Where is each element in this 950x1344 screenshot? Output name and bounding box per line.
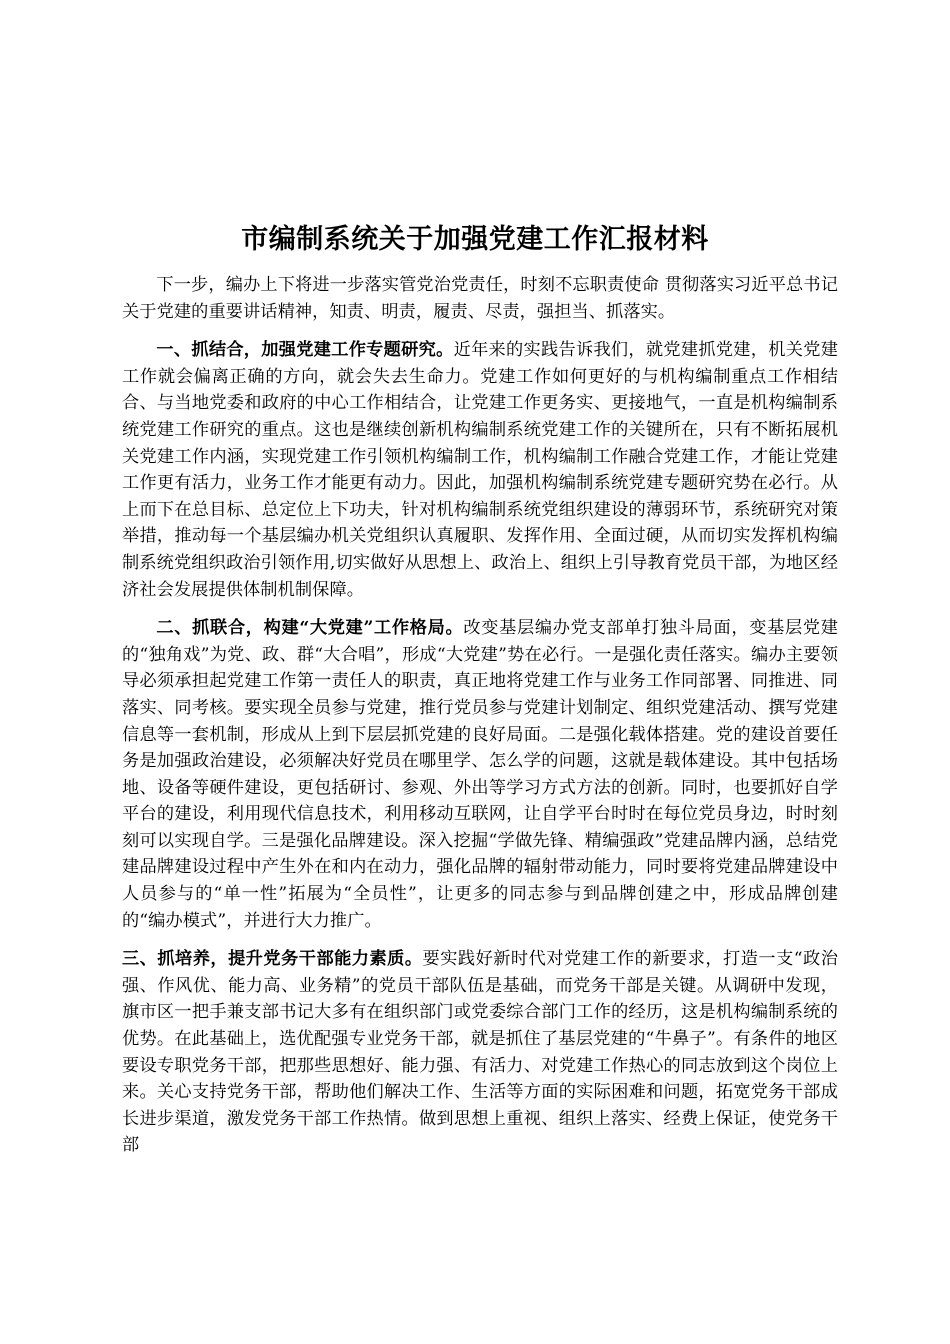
paragraph-section-2 — [122, 615, 838, 934]
document-body — [122, 272, 838, 1171]
paragraph-text: 近年来的实践告诉我们，就党建抓党建，机关党建工作就会偏离正确的方向，就会失去生命力。党建工作如何更好的与机构编制重点工作相结合、与当地党委和政府的中心工作相结合，让党建工作更务实、更接地气，一直是机构编制系统党建工作研究的重点。这也是继续创新机构编制系统党建工作的关键所在，只有不断拓展机关党建工作内涵，实现党建工作引领机构编制工作，机构编制工作融合党建工作，才能让党建工作更有活力，业务工作才能更有动力。因此，加强机构编制系统党建专题研究势在必行。从上而下在总目标、总定位上下功夫，针对机构编制系统党组织建设的薄弱环节，系统研究对策举措，推动每一个基层编办机关党组织认真履职、发挥作用、全面过硬，从而切实发挥机构编制系统党组织政治引领作用,切实做好从思想上、政治上、组织上引导教育党员干部，为地区经济社会发展提供体制机制保障。 — [122, 340, 839, 600]
paragraph-intro — [122, 272, 838, 325]
section-3-heading: 三、抓培养，提升党务干部能力素质。 — [122, 949, 423, 970]
section-1-heading: 一、抓结合，加强党建工作专题研究。 — [156, 340, 454, 361]
paragraph-text: 要实践好新时代对党建工作的新要求，打造一支“政治强、作风优、能力高、业务精”的党员干部队伍是基础，而党务干部是关键。从调研中发现，旗市区一把手兼支部书记大多有在组织部门或党委综合部门工作的经历，这是机构编制系统的优势。在此基础上，选优配强专业党务干部，就是抓住了基层党建的“牛鼻子”。有条件的地区要设专职党务干部，把那些思想好、能力强、有活力、对党建工作热心的同志放到这个岗位上来。关心支持党务干部，帮助他们解决工作、生活等方面的实际困难和问题，拓宽党务干部成长进步渠道，激发党务干部工作热情。做到思想上重视、组织上落实、经费上保证，使党务干部 — [122, 949, 838, 1156]
paragraph-text: 改变基层编办党支部单打独斗局面，变基层党建的“独角戏”为党、政、群“大合唱”，形成“大党建”势在必行。一是强化责任落实。编办主要领导必须承担起党建工作第一责任人的职责，真正地将党建工作与业务工作同部署、同推进、同落实、同考核。要实现全员参与党建，推行党员参与党建计划制定、组织党建活动、撰写党建信息等一套机制，形成从上到下层层抓党建的良好局面。二是强化载体搭建。党的建设首要任务是加强政治建设，必须解决好党员在哪里学、怎么学的问题，这就是载体建设。其中包括场地、设备等硬件建设，更包括研讨、参观、外出等学习方式方法的创新。同时，也要抓好自学平台的建设，利用现代信息技术，利用移动互联网，让自学平台时时在每位党员身边，时时刻刻可以实现自学。三是强化品牌建设。深入挖掘“学做先锋、精编强政”党建品牌内涵，总结党建品牌建设过程中产生外在和内在动力，强化品牌的辐射带动能力，同时要将党建品牌建设中人员参与的“单一性”拓展为“全员性”，让更多的同志参与到品牌创建之中，形成品牌创建的“编办模式”，并进行大力推广。 — [122, 618, 839, 931]
paragraph-section-3 — [122, 946, 838, 1159]
paragraph-text: 下一步，编办上下将进一步落实管党治党责任，时刻不忘职责使命 贯彻落实习近平总书记关于党建的重要讲话精神，知责、明责，履责、尽责，强担当、抓落实。 — [122, 275, 838, 322]
paragraph-section-1 — [122, 337, 838, 603]
section-2-heading: 二、抓联合，构建“大党建”工作格局。 — [156, 618, 464, 639]
document-title: 市编制系统关于加强党建工作汇报材料 — [241, 224, 709, 255]
